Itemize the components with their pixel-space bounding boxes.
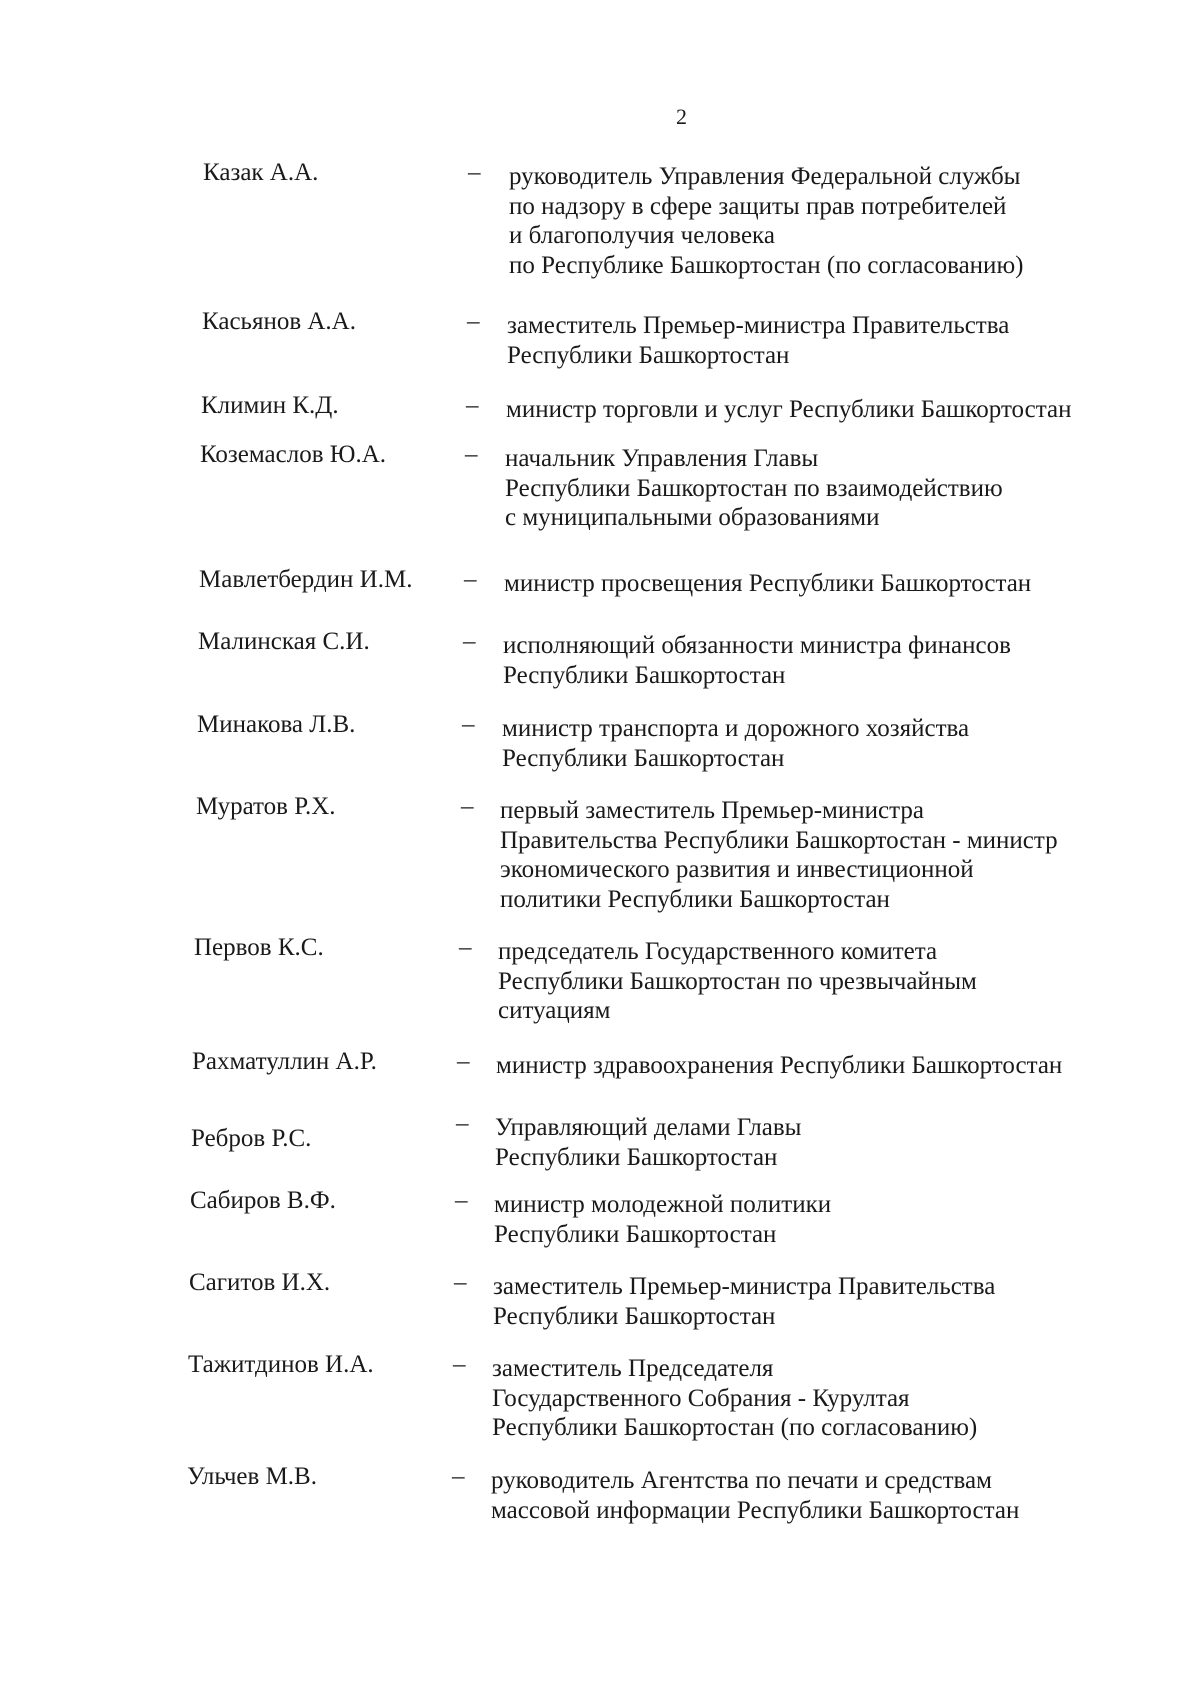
member-position: руководитель Агентства по печати и средствам массовой информации Республики Башкортостан bbox=[491, 1467, 1020, 1524]
member-position: Управляющий делами Главы Республики Башкортостан bbox=[495, 1114, 802, 1171]
member-position: начальник Управления Главы Республики Башкортостан по взаимодействию с муниципальными образованиями bbox=[505, 445, 1003, 531]
member-name: Минакова Л.В. bbox=[197, 711, 356, 738]
member-dash: – bbox=[463, 628, 476, 655]
member-dash: – bbox=[461, 793, 474, 820]
member-position: министр торговли и услуг Республики Башкортостан bbox=[506, 396, 1072, 423]
member-dash: – bbox=[452, 1463, 465, 1490]
member-dash: – bbox=[456, 1110, 469, 1137]
member-dash: – bbox=[457, 1048, 470, 1075]
member-name: Муратов Р.Х. bbox=[196, 793, 336, 820]
member-name: Казак А.А. bbox=[203, 159, 319, 186]
member-name: Первов К.С. bbox=[194, 934, 324, 961]
member-name: Сабиров В.Ф. bbox=[190, 1187, 336, 1214]
member-name: Мавлетбердин И.М. bbox=[199, 566, 413, 593]
member-position: руководитель Управления Федеральной службы по надзору в сфере защиты прав потребителей и благополучия человека по Республике Башкортостан (по согласованию) bbox=[509, 163, 1024, 279]
member-position: министр транспорта и дорожного хозяйства Республики Башкортостан bbox=[502, 715, 970, 772]
member-name: Сагитов И.Х. bbox=[189, 1269, 331, 1296]
member-position: заместитель Премьер-министра Правительства Республики Башкортостан bbox=[493, 1273, 996, 1330]
member-name: Ульчев М.В. bbox=[187, 1463, 317, 1490]
member-position: председатель Государственного комитета Республики Башкортостан по чрезвычайным ситуациям bbox=[498, 938, 977, 1024]
member-position: министр здравоохранения Республики Башкортостан bbox=[496, 1052, 1063, 1079]
member-dash: – bbox=[464, 566, 477, 593]
member-name: Касьянов А.А. bbox=[202, 308, 356, 335]
member-dash: – bbox=[455, 1187, 468, 1214]
page-number: 2 bbox=[676, 104, 687, 129]
member-position: министр просвещения Республики Башкортостан bbox=[504, 570, 1032, 597]
member-position: первый заместитель Премьер-министра Правительства Республики Башкортостан - министр экономического развития и инвестиционной политики Республики Башкортостан bbox=[500, 797, 1058, 913]
member-dash: – bbox=[465, 441, 478, 468]
member-dash: – bbox=[468, 159, 481, 186]
member-name: Тажитдинов И.А. bbox=[188, 1351, 374, 1378]
member-dash: – bbox=[466, 392, 479, 419]
member-dash: – bbox=[454, 1269, 467, 1296]
member-position: исполняющий обязанности министра финансов Республики Башкортостан bbox=[503, 632, 1011, 689]
member-name: Климин К.Д. bbox=[201, 392, 339, 419]
member-dash: – bbox=[453, 1351, 466, 1378]
member-position: заместитель Председателя Государственного Собрания - Курултая Республики Башкортостан (по согласованию) bbox=[492, 1355, 978, 1441]
member-name: Ребров Р.С. bbox=[191, 1125, 312, 1152]
member-dash: – bbox=[462, 711, 475, 738]
member-name: Рахматуллин А.Р. bbox=[192, 1048, 377, 1075]
member-dash: – bbox=[459, 934, 472, 961]
member-name: Малинская С.И. bbox=[198, 628, 370, 655]
member-dash: – bbox=[467, 308, 480, 335]
member-name: Коземаслов Ю.А. bbox=[200, 441, 387, 468]
member-position: министр молодежной политики Республики Башкортостан bbox=[494, 1191, 832, 1248]
member-position: заместитель Премьер-министра Правительства Республики Башкортостан bbox=[507, 312, 1010, 369]
